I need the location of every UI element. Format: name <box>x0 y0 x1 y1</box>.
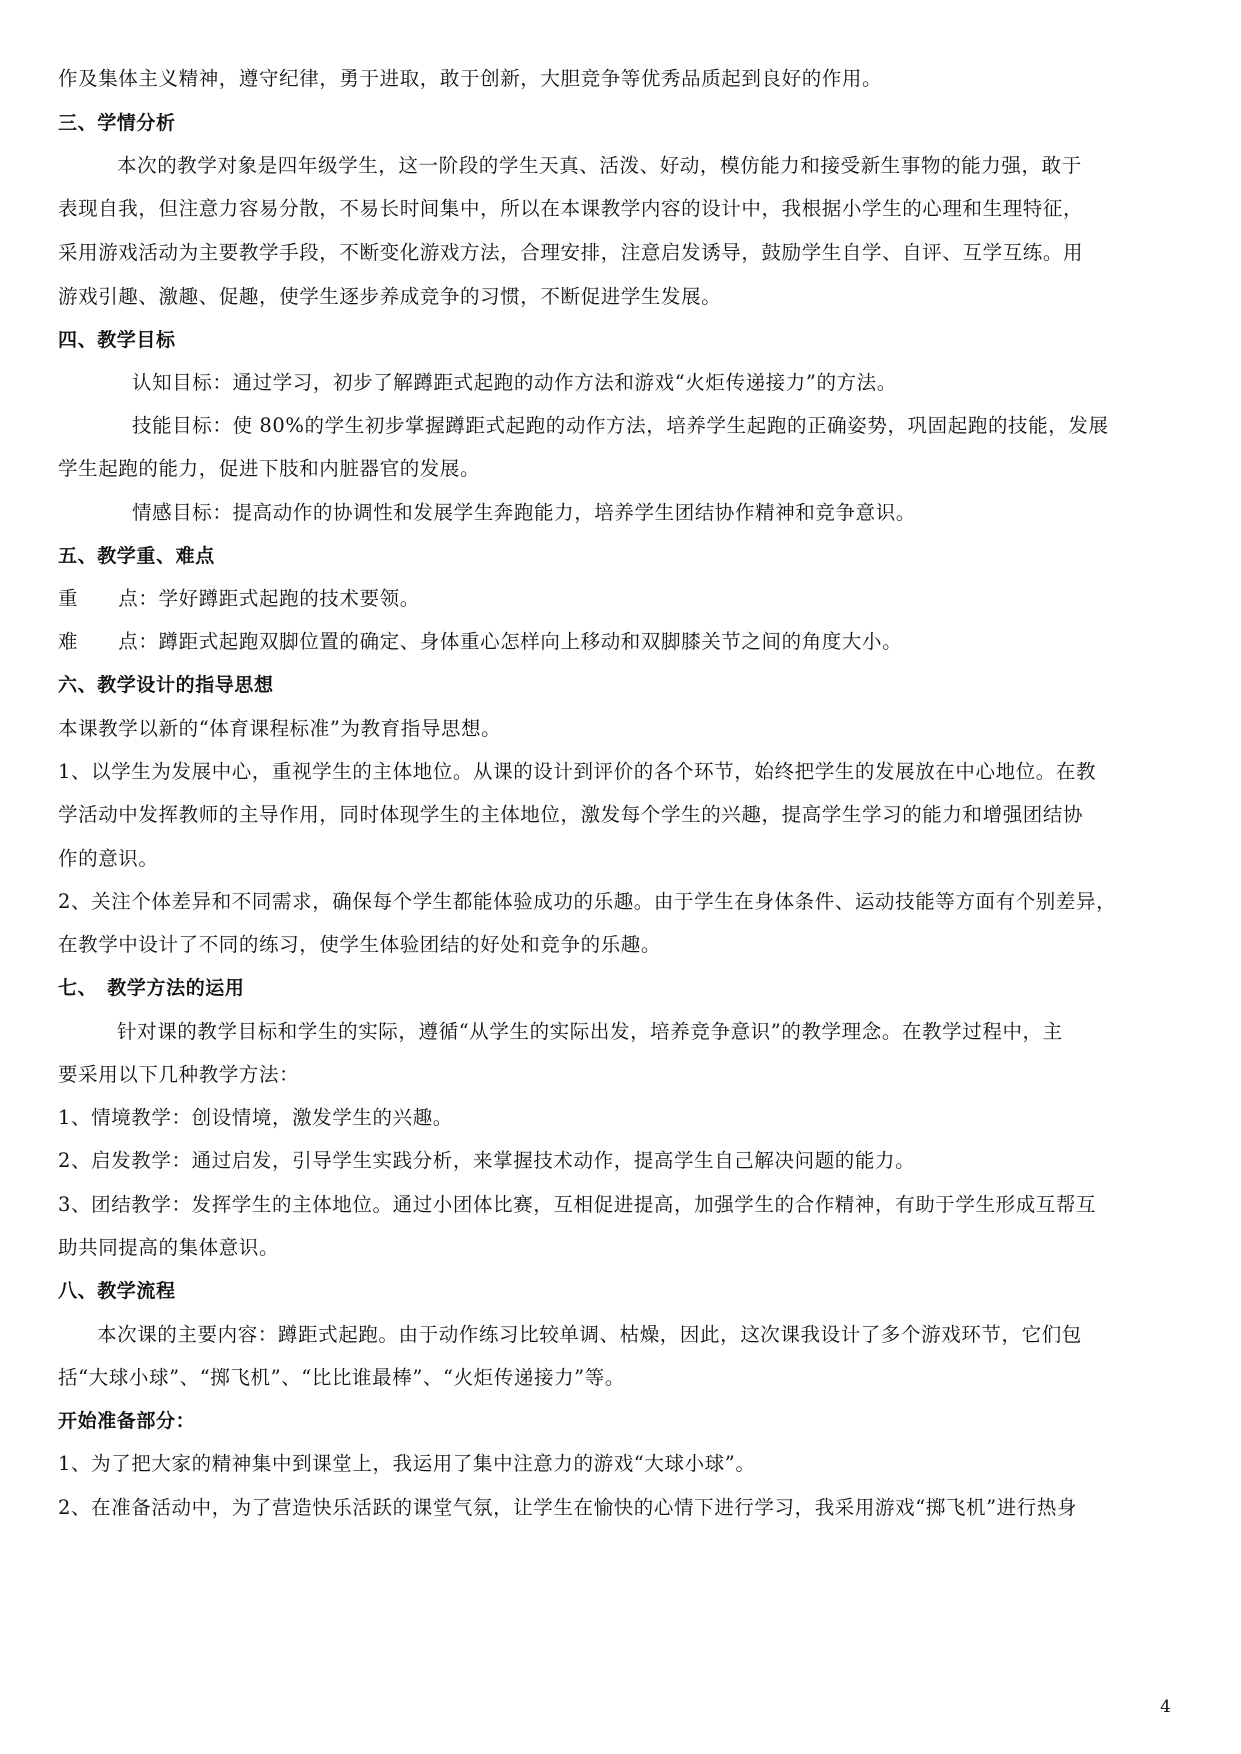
paragraph-line: 技能目标：使 80%的学生初步掌握蹲距式起跑的动作方法，培养学生起跑的正确姿势，巩固起跑的技能，发展 <box>132 414 1109 437</box>
section-heading-warmup-part: 开始准备部分： <box>58 1410 196 1432</box>
paragraph-line: 学活动中发挥教师的主导作用，同时体现学生的主体地位，激发每个学生的兴趣，提高学生学习的能力和增强团结协 <box>58 803 1084 826</box>
paragraph-line: 本次课的主要内容：蹲距式起跑。由于动作练习比较单调、枯燥，因此，这次课我设计了多个游戏环节，它们包 <box>97 1323 1082 1346</box>
page-number: 4 <box>1160 1697 1171 1717</box>
section-heading-key-difficult-points: 五、教学重、难点 <box>58 545 215 567</box>
section-heading-teaching-goals: 四、教学目标 <box>58 329 176 351</box>
paragraph-line: 表现自我，但注意力容易分散，不易长时间集中，所以在本课教学内容的设计中，我根据小学生的心理和生理特征， <box>58 197 1084 220</box>
paragraph-line: 游戏引趣、激趣、促趣，使学生逐步养成竞争的习惯，不断促进学生发展。 <box>58 285 722 308</box>
paragraph-line: 2、启发教学：通过启发，引导学生实践分析，来掌握技术动作，提高学生自己解决问题的能力。 <box>58 1149 916 1172</box>
paragraph-line: 1、为了把大家的精神集中到课堂上，我运用了集中注意力的游戏“大球小球”。 <box>58 1452 756 1475</box>
paragraph-line: 1、情境教学：创设情境，激发学生的兴趣。 <box>58 1106 453 1129</box>
paragraph-line: 学生起跑的能力，促进下肢和内脏器官的发展。 <box>58 457 481 480</box>
paragraph-line: 作的意识。 <box>58 847 159 870</box>
section-heading-guiding-ideology: 六、教学设计的指导思想 <box>58 674 274 696</box>
paragraph-line: 括“大球小球”、“掷飞机”、“比比谁最棒”、“火炬传递接力”等。 <box>58 1366 625 1389</box>
paragraph-line: 针对课的教学目标和学生的实际，遵循“从学生的实际出发，培养竞争意识”的教学理念。在教学过程中，主 <box>117 1020 1063 1043</box>
paragraph-line: 本次的教学对象是四年级学生，这一阶段的学生天真、活泼、好动，模仿能力和接受新生事物的能力强，敢于 <box>117 154 1082 177</box>
paragraph-line: 2、在准备活动中，为了营造快乐活跃的课堂气氛，让学生在愉快的心情下进行学习，我采用游戏“掷飞机”进行热身 <box>58 1496 1078 1519</box>
paragraph-line: 难 点：蹲距式起跑双脚位置的确定、身体重心怎样向上移动和双脚膝关节之间的角度大小。 <box>58 630 903 653</box>
paragraph-line: 助共同提高的集体意识。 <box>58 1236 280 1259</box>
paragraph-line: 2、关注个体差异和不同需求，确保每个学生都能体验成功的乐趣。由于学生在身体条件、运动技能等方面有个别差异， <box>58 890 1117 913</box>
section-heading-student-analysis: 三、学情分析 <box>58 112 176 134</box>
paragraph-line: 1、以学生为发展中心，重视学生的主体地位。从课的设计到评价的各个环节，始终把学生的发展放在中心地位。在教 <box>58 760 1097 783</box>
paragraph-line: 作及集体主义精神，遵守纪律，勇于进取，敢于创新，大胆竞争等优秀品质起到良好的作用。 <box>58 67 883 90</box>
section-heading-teaching-process: 八、教学流程 <box>58 1280 176 1302</box>
paragraph-line: 要采用以下几种教学方法： <box>58 1063 300 1086</box>
section-heading-teaching-methods: 七、 教学方法的运用 <box>58 977 245 999</box>
paragraph-line: 重 点：学好蹲距式起跑的技术要领。 <box>58 587 420 610</box>
paragraph-line: 在教学中设计了不同的练习，使学生体验团结的好处和竞争的乐趣。 <box>58 933 662 956</box>
paragraph-line: 情感目标：提高动作的协调性和发展学生奔跑能力，培养学生团结协作精神和竞争意识。 <box>132 501 916 524</box>
paragraph-line: 认知目标：通过学习，初步了解蹲距式起跑的动作方法和游戏“火炬传递接力”的方法。 <box>132 371 897 394</box>
paragraph-line: 采用游戏活动为主要教学手段，不断变化游戏方法，合理安排，注意启发诱导，鼓励学生自学、自评、互学互练。用 <box>58 241 1084 264</box>
paragraph-line: 3、团结教学：发挥学生的主体地位。通过小团体比赛，互相促进提高，加强学生的合作精神，有助于学生形成互帮互 <box>58 1193 1097 1216</box>
paragraph-line: 本课教学以新的“体育课程标准”为教育指导思想。 <box>58 717 502 740</box>
